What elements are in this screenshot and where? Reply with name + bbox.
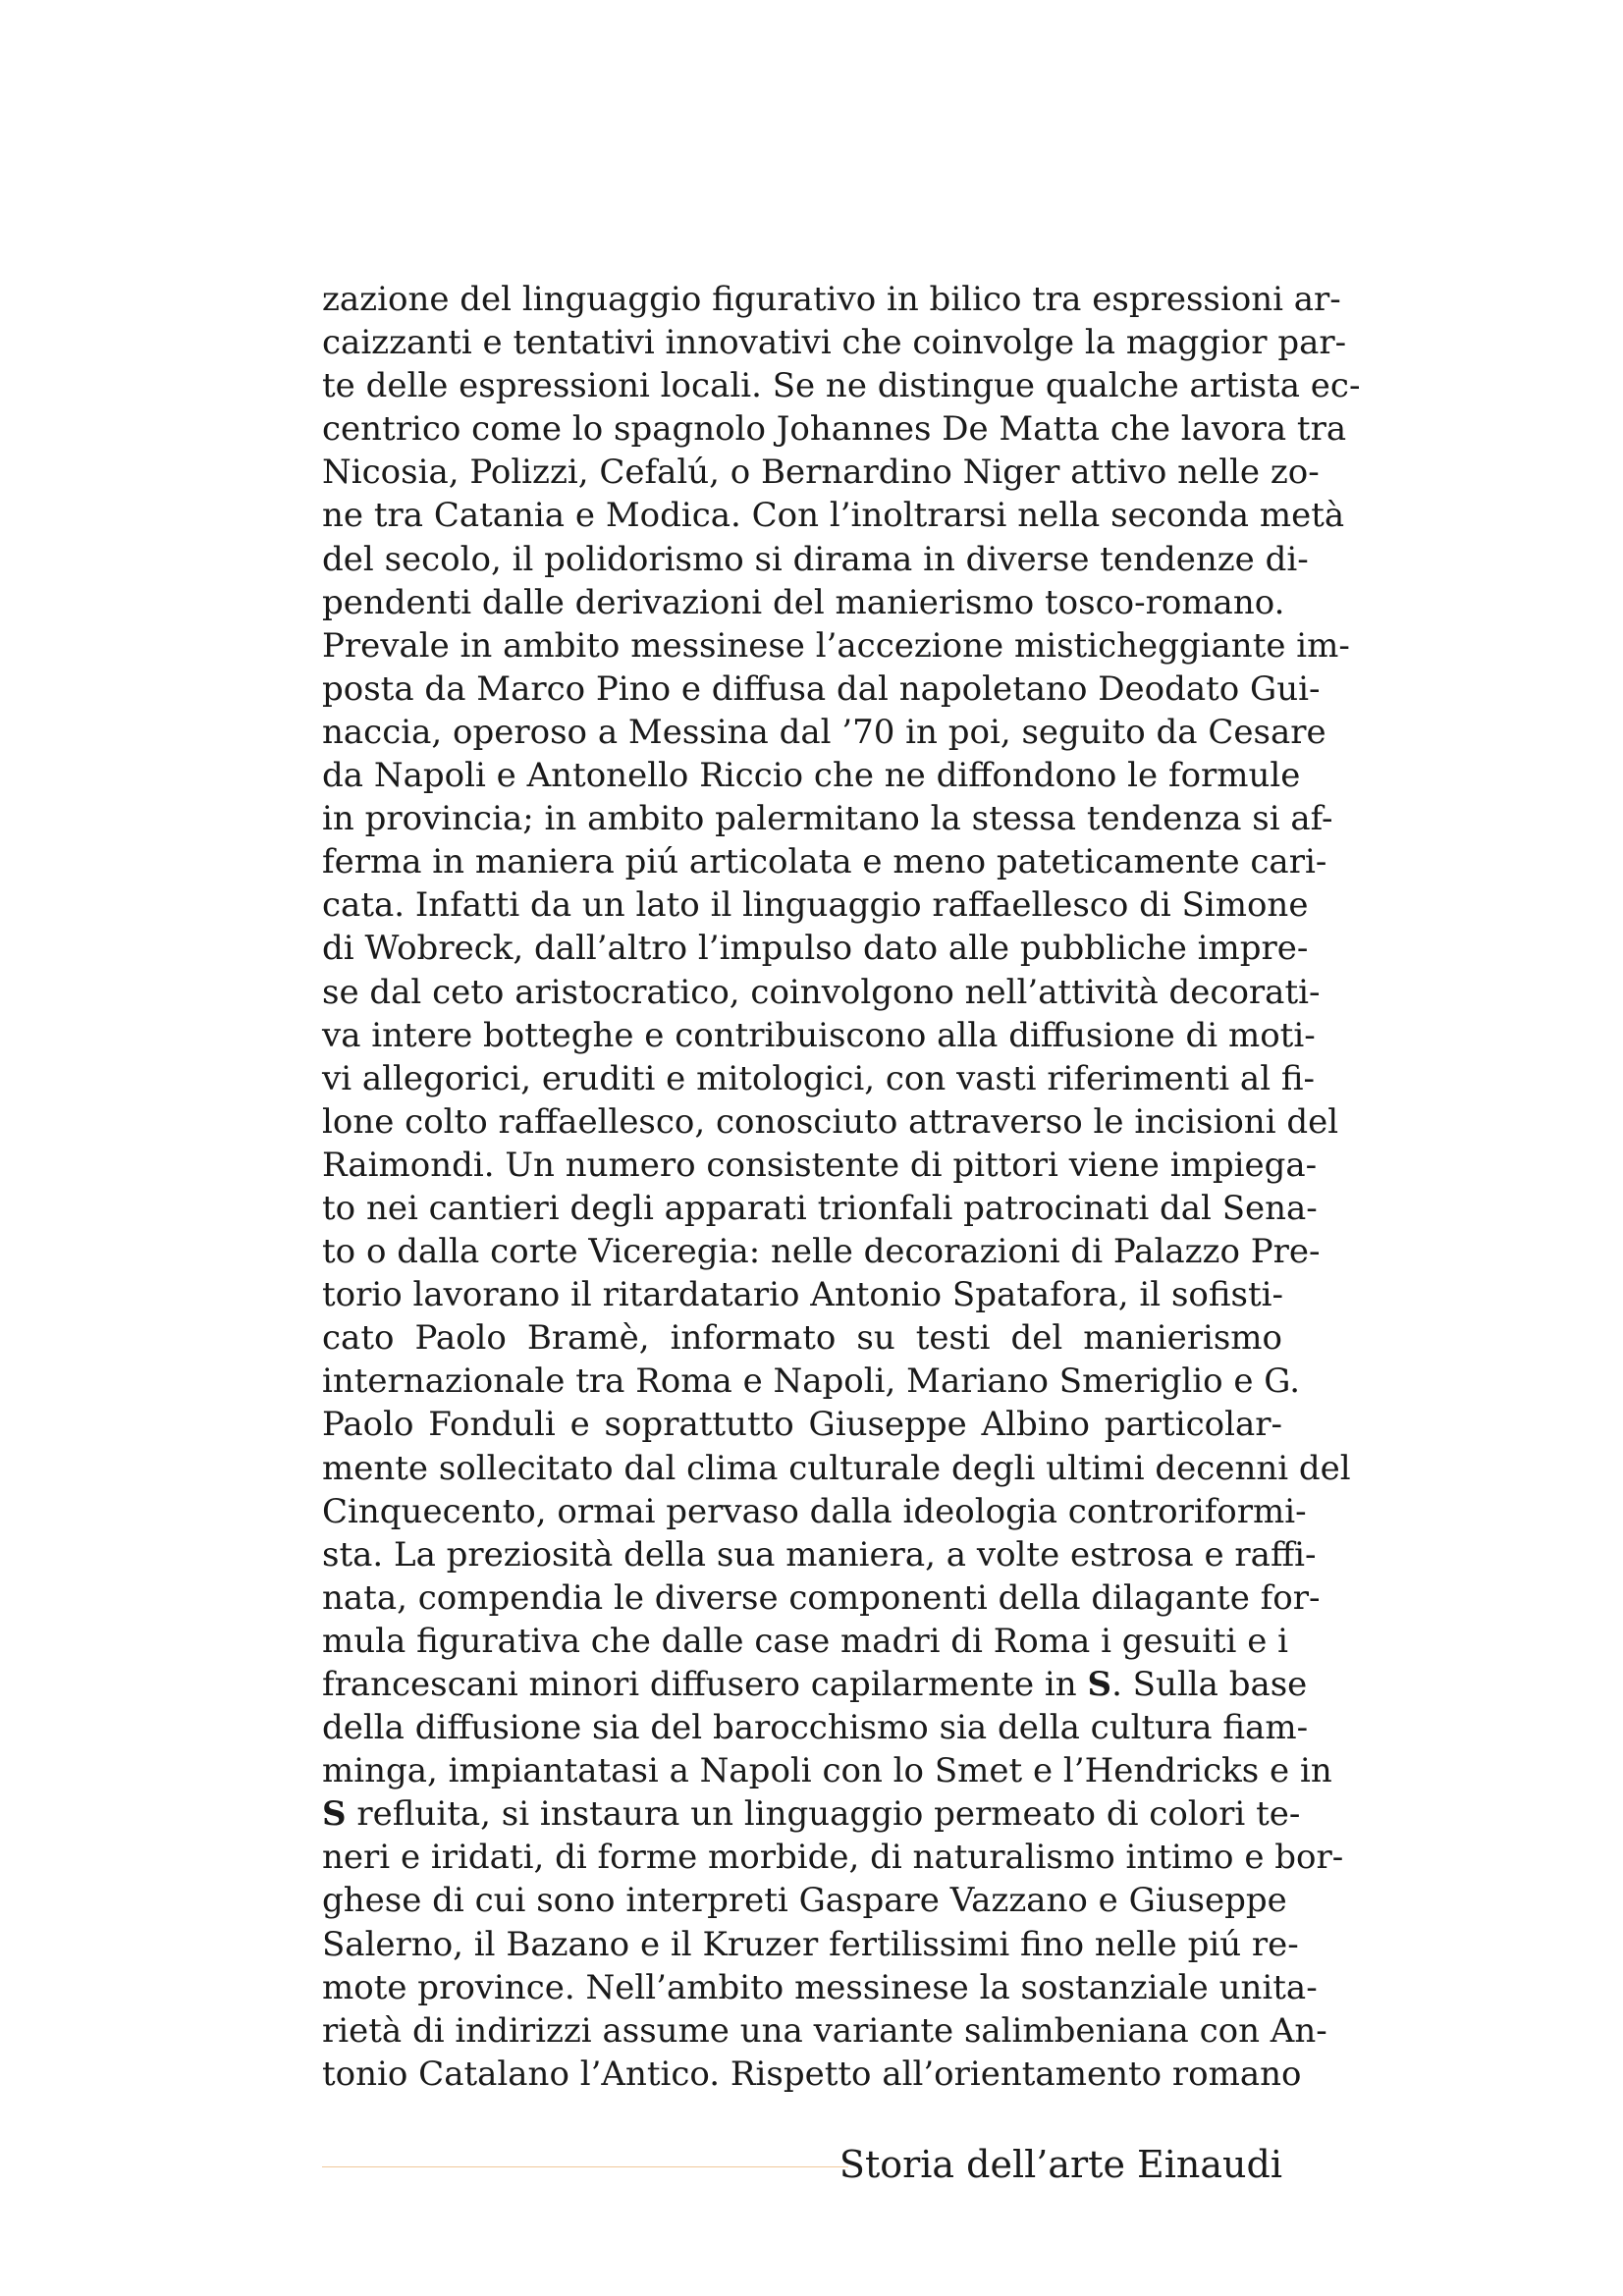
text-line: centrico come lo spagnolo Johannes De Matta che lavora tra: [322, 409, 1347, 450]
text-line: cato Paolo Bramè, informato su testi del manierismo: [322, 1318, 1282, 1359]
text-line: pendenti dalle derivazioni del manierismo tosco-romano.: [322, 582, 1285, 622]
footer-divider: [322, 2166, 848, 2167]
text-line: da Napoli e Antonello Riccio che ne diffondono le formule: [322, 756, 1301, 796]
text-line: ne tra Catania e Modica. Con l’inoltrarsi nella seconda metà: [322, 496, 1345, 536]
text-line: vi allegorici, eruditi e mitologici, con vasti riferimenti al fi-: [322, 1058, 1316, 1098]
text-line: to nei cantieri degli apparati trionfali patrocinati dal Sena-: [322, 1188, 1318, 1228]
text-fragment: francescani minori diffusero capilarmente in: [322, 1665, 1088, 1704]
text-line: ferma in maniera piú articolata e meno pateticamente cari-: [322, 842, 1327, 882]
text-line: Salerno, il Bazano e il Kruzer fertilissimi fino nelle piú re-: [322, 1924, 1299, 1964]
text-line: Cinquecento, ormai pervaso dalla ideologia controriformi-: [322, 1491, 1307, 1531]
text-fragment: refluita, si instaura un linguaggio permeato di colori te-: [346, 1794, 1301, 1835]
text-line: internazionale tra Roma e Napoli, Mariano Smeriglio e G.: [322, 1362, 1301, 1402]
text-line: Nicosia, Polizzi, Cefalú, o Bernardino Niger attivo nelle zo-: [322, 453, 1320, 493]
text-line-with-bold: [322, 1663, 1308, 1706]
text-line: cata. Infatti da un lato il linguaggio raffaellesco di Simone: [322, 885, 1309, 926]
text-line: Raimondi. Un numero consistente di pittori viene impiega-: [322, 1145, 1318, 1185]
text-line: naccia, operoso a Messina dal ’70 in poi, seguito da Cesare: [322, 712, 1326, 752]
text-line: to o dalla corte Viceregia: nelle decorazioni di Palazzo Pre-: [322, 1232, 1321, 1272]
bold-s: S: [1087, 1665, 1112, 1704]
text-line: tonio Catalano l’Antico. Rispetto all’orientamento romano: [322, 2054, 1302, 2094]
text-fragment: . Sulla base: [1111, 1665, 1308, 1704]
text-line: minga, impiantatasi a Napoli con lo Smet e l’Hendricks e in: [322, 1751, 1332, 1791]
text-line: della diffusione sia del barocchismo sia della cultura fiam-: [322, 1708, 1309, 1748]
text-line: del secolo, il polidorismo si dirama in diverse tendenze di-: [322, 539, 1309, 579]
body-text: [322, 278, 1361, 2096]
text-line: di Wobreck, dall’altro l’impulso dato alle pubbliche impre-: [322, 929, 1309, 969]
bold-s: S: [322, 1794, 347, 1835]
text-line-with-bold: [322, 1792, 1301, 1836]
text-line: posta da Marco Pino e diffusa dal napoletano Deodato Gui-: [322, 668, 1321, 709]
text-line: Prevale in ambito messinese l’accezione misticheggiante im-: [322, 625, 1350, 666]
text-line: in provincia; in ambito palermitano la stessa tendenza si af-: [322, 799, 1333, 839]
text-line: caizzanti e tentativi innovativi che coinvolge la maggior par-: [322, 323, 1347, 363]
text-line: ghese di cui sono interpreti Gaspare Vazzano e Giuseppe: [322, 1881, 1287, 1921]
text-line: mente sollecitato dal clima culturale degli ultimi decenni del: [322, 1448, 1351, 1488]
text-line: Paolo Fonduli e soprattutto Giuseppe Albino particolar-: [322, 1405, 1282, 1445]
text-line: torio lavorano il ritardatario Antonio Spatafora, il sofisti-: [322, 1275, 1284, 1315]
text-line: se dal ceto aristocratico, coinvolgono nell’attività decorati-: [322, 972, 1321, 1012]
text-line: mula figurativa che dalle case madri di Roma i gesuiti e i: [322, 1621, 1289, 1661]
text-line: va intere botteghe e contribuiscono alla diffusione di moti-: [322, 1015, 1316, 1055]
text-line: neri e iridati, di forme morbide, di naturalismo intimo e bor-: [322, 1838, 1344, 1878]
text-line: te delle espressioni locali. Se ne distingue qualche artista ec-: [322, 366, 1361, 406]
text-line: lone colto raffaellesco, conosciuto attraverso le incisioni del: [322, 1101, 1339, 1142]
text-line: mote province. Nell’ambito messinese la sostanziale unita-: [322, 1967, 1318, 2007]
text-line: nata, compendia le diverse componenti della dilagante for-: [322, 1577, 1321, 1618]
text-line: rietà di indirizzi assume una variante salimbeniana con An-: [322, 2010, 1327, 2051]
text-line: sta. La preziosità della sua maniera, a volte estrosa e raffi-: [322, 1534, 1317, 1575]
footer-title: Storia dell’arte Einaudi: [839, 2143, 1282, 2186]
text-line: zazione del linguaggio figurativo in bilico tra espressioni ar-: [322, 280, 1341, 319]
